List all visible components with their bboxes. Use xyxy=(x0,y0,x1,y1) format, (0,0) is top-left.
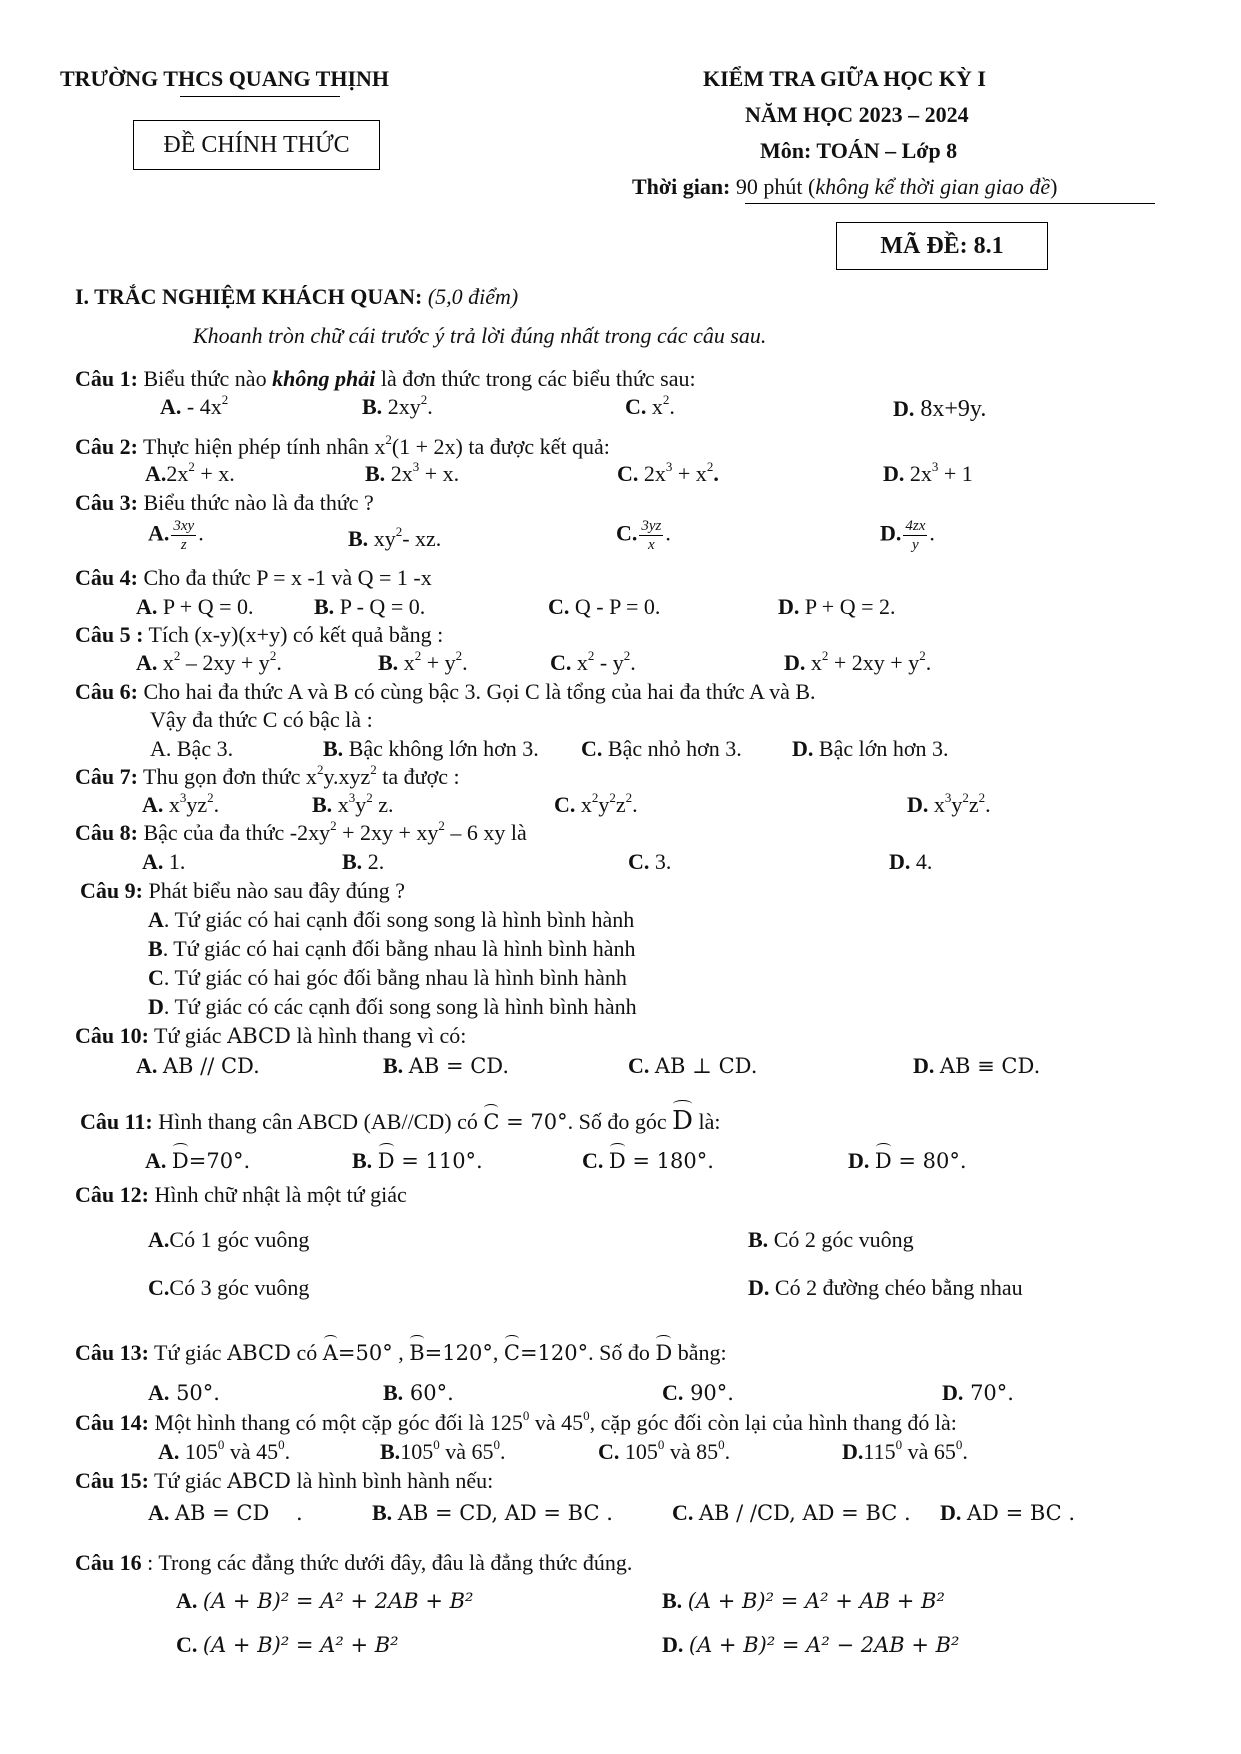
q4-option-d[interactable]: D. P + Q = 2. xyxy=(778,594,896,619)
q9-option-a[interactable]: A. Tứ giác có hai cạnh đối song song là hình bình hành xyxy=(148,907,635,932)
question-6-line-2: Vậy đa thức C có bậc là : xyxy=(150,707,373,732)
q5-option-c[interactable]: C. $x^2 - y^2$. xyxy=(550,648,636,675)
q2-option-d[interactable]: D. $2x^3 + 1$ xyxy=(883,459,973,486)
q11-option-c[interactable]: C. D = 180°. xyxy=(582,1148,714,1173)
section-title: I. TRẮC NGHIỆM KHÁCH QUAN: (5,0 điểm) xyxy=(75,284,519,309)
question-5: Câu 5 : Tích (x-y)(x+y) có kết quả bằng : xyxy=(75,622,444,647)
q1-option-b[interactable]: B. $2xy^2$. xyxy=(362,392,433,419)
q15-option-d[interactable]: D. AD = BC . xyxy=(940,1500,1076,1525)
q13-option-c[interactable]: C. 90°. xyxy=(662,1380,734,1405)
q16-option-a[interactable]: A. (A + B)² = A² + 2AB + B² xyxy=(176,1588,474,1613)
school-year: NĂM HỌC 2023 – 2024 xyxy=(745,102,969,127)
q12-option-d[interactable]: D. Có 2 đường chéo bằng nhau xyxy=(748,1275,1023,1300)
q15-option-a[interactable]: A. AB = CD . xyxy=(148,1500,303,1525)
question-9: Câu 9: Phát biểu nào sau đây đúng ? xyxy=(80,878,406,903)
q6-option-c[interactable]: C. Bậc nhỏ hơn 3. xyxy=(581,736,742,761)
q4-option-c[interactable]: C. Q - P = 0. xyxy=(548,594,661,619)
q9-option-c[interactable]: C. Tứ giác có hai góc đối bằng nhau là hình bình hành xyxy=(148,965,627,990)
q10-option-d[interactable]: D. AB ≡ CD. xyxy=(913,1053,1041,1078)
q13-option-a[interactable]: A. 50°. xyxy=(148,1380,220,1405)
question-7: Câu 7: Thu gọn đơn thức $x^2y.xyz^2$ ta được : xyxy=(75,762,460,789)
q8-option-d[interactable]: D. 4. xyxy=(889,849,933,874)
q12-option-a[interactable]: A.Có 1 góc vuông xyxy=(148,1227,310,1252)
q14-option-a[interactable]: A. $105^0$ và $45^0$. xyxy=(158,1437,291,1464)
q8-option-a[interactable]: A. 1. xyxy=(142,849,186,874)
question-8: Câu 8: Bậc của đa thức $-2xy^2 + 2xy + xy^2 - 6$ xy là xyxy=(75,818,527,845)
q16-option-b[interactable]: B. (A + B)² = A² + AB + B² xyxy=(662,1588,945,1613)
time-underline xyxy=(745,203,1155,204)
q13-option-b[interactable]: B. 60°. xyxy=(383,1380,454,1405)
question-4: Câu 4: Cho đa thức P = x -1 và Q = 1 -x xyxy=(75,565,432,590)
q3-option-b[interactable]: B. $xy^2-$ xz. xyxy=(348,524,442,551)
q3-option-a[interactable]: A. $\frac{3xy}{z}$ . xyxy=(148,518,204,553)
exam-title: KIỂM TRA GIỮA HỌC KỲ I xyxy=(703,66,986,91)
school-name: TRƯỜNG THCS QUANG THỊNH xyxy=(60,66,390,91)
question-15: Câu 15: Tứ giác ABCD là hình bình hành nếu: xyxy=(75,1468,494,1493)
q7-option-b[interactable]: B. $x^3y^2$ z. xyxy=(312,790,394,817)
question-10: Câu 10: Tứ giác ABCD là hình thang vì có: xyxy=(75,1023,467,1048)
q9-option-d[interactable]: D. Tứ giác có các cạnh đối song song là hình bình hành xyxy=(148,994,637,1019)
subject: Môn: TOÁN – Lớp 8 xyxy=(760,138,958,163)
q10-option-a[interactable]: A. AB // CD. xyxy=(136,1053,260,1078)
q5-option-d[interactable]: D. $x^2 + 2xy + y^2$. xyxy=(784,648,932,675)
q6-option-b[interactable]: B. Bậc không lớn hơn 3. xyxy=(323,736,539,761)
q3-option-c[interactable]: C. $\frac{3yz}{x}$ . xyxy=(616,518,671,553)
q9-option-b[interactable]: B. Tứ giác có hai cạnh đối bằng nhau là hình bình hành xyxy=(148,936,636,961)
official-label: ĐỀ CHÍNH THỨC xyxy=(133,120,380,170)
exam-time: Thời gian: 90 phút (không kể thời gian giao đề) xyxy=(632,174,1058,199)
q11-option-b[interactable]: B. D = 110°. xyxy=(352,1148,483,1173)
question-2: Câu 2: Thực hiện phép tính nhân $x^2(1 + 2x)$ ta được kết quả: xyxy=(75,432,610,459)
q7-option-c[interactable]: C. $x^2y^2z^2$. xyxy=(554,790,638,817)
q6-option-d[interactable]: D. Bậc lớn hơn 3. xyxy=(792,736,949,761)
q15-option-b[interactable]: B. AB = CD, AD = BC . xyxy=(372,1500,613,1525)
q5-option-b[interactable]: B. $x^2 + y^2$. xyxy=(378,648,468,675)
question-16: Câu 16 : Trong các đẳng thức dưới đây, đâu là đẳng thức đúng. xyxy=(75,1550,633,1575)
exam-code: MÃ ĐỀ: 8.1 xyxy=(836,222,1048,270)
question-6: Câu 6: Cho hai đa thức A và B có cùng bậc 3. Gọi C là tổng của hai đa thức A và B. xyxy=(75,679,816,704)
q6-option-a[interactable]: A. Bậc 3. xyxy=(150,736,234,761)
question-13: Câu 13: Tứ giác ABCD có A=50° , B=120°, C=120°. Số đo D bằng: xyxy=(75,1340,727,1365)
question-12: Câu 12: Hình chữ nhật là một tứ giác xyxy=(75,1182,407,1207)
q12-option-b[interactable]: B. Có 2 góc vuông xyxy=(748,1227,914,1252)
q11-option-a[interactable]: A. D=70°. xyxy=(145,1148,251,1173)
school-underline xyxy=(180,96,340,97)
q4-option-b[interactable]: B. P - Q = 0. xyxy=(314,594,426,619)
q12-option-c[interactable]: C.Có 3 góc vuông xyxy=(148,1275,310,1300)
q1-option-d[interactable]: D. 8x+9y. xyxy=(893,396,987,422)
q10-option-c[interactable]: C. AB ⊥ CD. xyxy=(628,1053,758,1078)
q7-option-d[interactable]: D. $x^3y^2z^2$. xyxy=(907,790,991,817)
q13-option-d[interactable]: D. 70°. xyxy=(942,1380,1014,1405)
q5-option-a[interactable]: A. $x^2 - 2xy + y^2$. xyxy=(136,648,282,675)
q2-option-b[interactable]: B. $2x^3 + x$. xyxy=(365,459,460,486)
q14-option-b[interactable]: B.105$^0$ và $65^0$. xyxy=(380,1437,506,1464)
instruction: Khoanh tròn chữ cái trước ý trả lời đúng nhất trong các câu sau. xyxy=(193,323,767,348)
q11-option-d[interactable]: D. D = 80°. xyxy=(848,1148,967,1173)
question-14: Câu 14: Một hình thang có một cặp góc đối là $125^0$ và $45^0$, cặp góc đối còn lại của hình thang đó là: xyxy=(75,1408,957,1435)
q10-option-b[interactable]: B. AB = CD. xyxy=(383,1053,510,1078)
q14-option-d[interactable]: D.115$^0$ và $65^0$. xyxy=(842,1437,968,1464)
question-1: Câu 1: Biểu thức nào không phải là đơn thức trong các biểu thức sau: xyxy=(75,366,696,391)
q16-option-c[interactable]: C. (A + B)² = A² + B² xyxy=(176,1632,399,1657)
q4-option-a[interactable]: A. P + Q = 0. xyxy=(136,594,254,619)
q7-option-a[interactable]: A. $x^3yz^2$. xyxy=(142,790,220,817)
q14-option-c[interactable]: C. $105^0$ và $85^0$. xyxy=(598,1437,731,1464)
q2-option-a[interactable]: $A.2x^2 + x$. xyxy=(145,459,235,486)
q8-option-c[interactable]: C. 3. xyxy=(628,849,672,874)
question-11: Câu 11: Hình thang cân ABCD (AB//CD) có C = 70°. Số đo góc D là: xyxy=(80,1106,721,1136)
question-3: Câu 3: Biểu thức nào là đa thức ? xyxy=(75,490,374,515)
q8-option-b[interactable]: B. 2. xyxy=(342,849,385,874)
q15-option-c[interactable]: C. AB / /CD, AD = BC . xyxy=(672,1500,911,1525)
q1-option-a[interactable]: A. - $4x^2$ xyxy=(160,392,229,419)
q2-option-c[interactable]: C. $2x^3 + x^2$. xyxy=(617,459,719,486)
q16-option-d[interactable]: D. (A + B)² = A² − 2AB + B² xyxy=(662,1632,960,1657)
q3-option-d[interactable]: D. $\frac{4zx}{y}$ . xyxy=(880,518,935,553)
q1-option-c[interactable]: C. $x^2$. xyxy=(625,392,675,419)
